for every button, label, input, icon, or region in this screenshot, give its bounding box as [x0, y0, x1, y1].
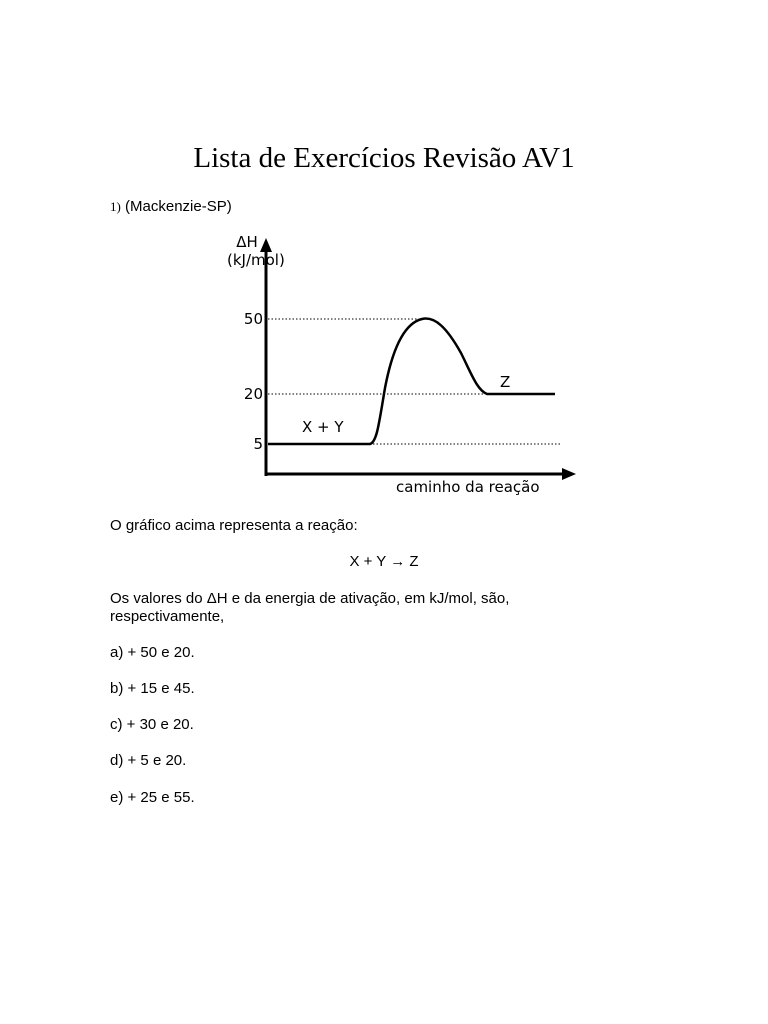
- question-prompt-line-1: Os valores do ΔH e da energia de ativação, em kJ/mol, são,: [110, 590, 510, 607]
- option-e: e) + 25 e 55.: [110, 789, 195, 806]
- reaction-equation: X + Y → Z: [349, 553, 419, 570]
- x-axis-arrow: [562, 468, 576, 480]
- tick-label-20: 20: [243, 385, 263, 403]
- tick-label-5: 5: [253, 435, 263, 453]
- option-d: d) + 5 e 20.: [110, 752, 187, 769]
- question-header: [110, 197, 232, 217]
- page-title: Lista de Exercícios Revisão AV1: [193, 142, 575, 174]
- question-prompt-line-2: respectivamente,: [110, 608, 225, 625]
- option-a: a) + 50 e 20.: [110, 644, 195, 661]
- question-number: 1): [110, 199, 121, 214]
- option-c: c) + 30 e 20.: [110, 716, 194, 733]
- product-label: Z: [500, 373, 511, 391]
- question-intro: O gráfico acima representa a reação:: [110, 517, 358, 534]
- question-source: (Mackenzie-SP): [125, 198, 232, 215]
- energy-diagram: [225, 228, 585, 498]
- y-axis-arrow: [260, 238, 272, 252]
- x-axis-label: caminho da reação: [396, 478, 540, 496]
- reactant-label: X + Y: [302, 418, 344, 436]
- y-axis-label-symbol: ΔH: [236, 233, 258, 251]
- tick-label-50: 50: [243, 310, 263, 328]
- y-axis-label-unit: (kJ/mol): [227, 251, 285, 269]
- option-b: b) + 15 e 45.: [110, 680, 195, 697]
